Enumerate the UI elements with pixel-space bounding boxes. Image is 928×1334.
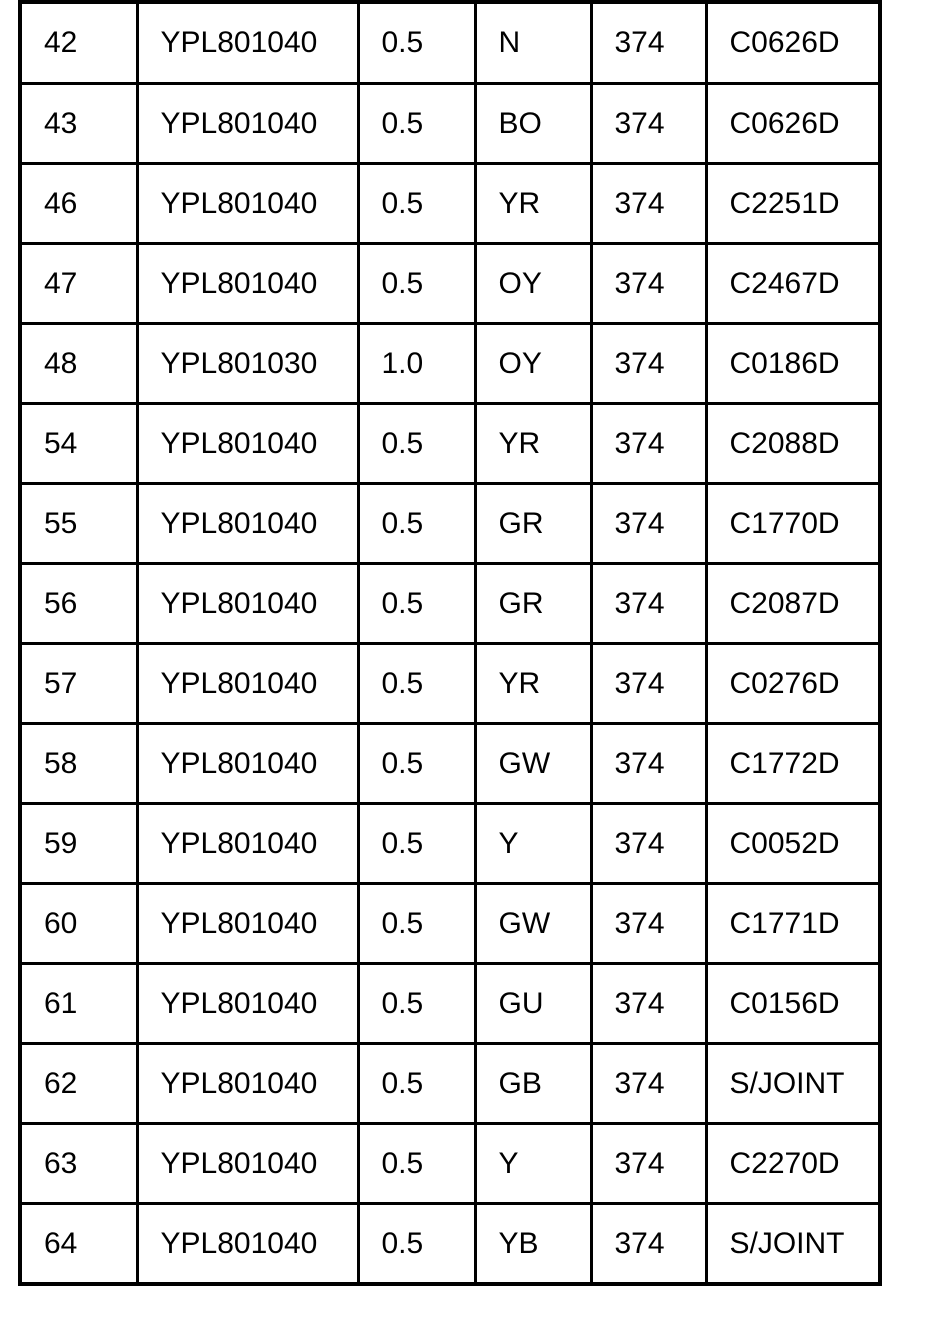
table-row xyxy=(20,164,880,244)
color-cell: OY xyxy=(475,244,591,324)
terminal-cell: 374 xyxy=(591,884,706,964)
terminal-cell: 374 xyxy=(591,484,706,564)
table-row xyxy=(20,884,880,964)
row-number-cell: 61 xyxy=(20,964,137,1044)
size-cell: 1.0 xyxy=(358,324,475,404)
size-cell: 0.5 xyxy=(358,1124,475,1204)
connector-cell: C1770D xyxy=(706,484,880,564)
size-cell: 0.5 xyxy=(358,804,475,884)
row-number-cell: 42 xyxy=(20,2,137,84)
row-number-cell: 47 xyxy=(20,244,137,324)
size-cell: 0.5 xyxy=(358,484,475,564)
part-number-cell: YPL801040 xyxy=(137,484,358,564)
part-number-cell: YPL801040 xyxy=(137,1044,358,1124)
row-number-cell: 57 xyxy=(20,644,137,724)
row-number-cell: 62 xyxy=(20,1044,137,1124)
table-row xyxy=(20,564,880,644)
connector-cell: C0626D xyxy=(706,84,880,164)
color-cell: N xyxy=(475,2,591,84)
connector-cell: C0276D xyxy=(706,644,880,724)
table-body xyxy=(20,2,880,1284)
part-number-cell: YPL801040 xyxy=(137,404,358,484)
row-number-cell: 54 xyxy=(20,404,137,484)
connector-cell: C0186D xyxy=(706,324,880,404)
part-number-cell: YPL801040 xyxy=(137,884,358,964)
color-cell: YR xyxy=(475,404,591,484)
color-cell: GU xyxy=(475,964,591,1044)
color-cell: GW xyxy=(475,724,591,804)
row-number-cell: 64 xyxy=(20,1204,137,1285)
size-cell: 0.5 xyxy=(358,1044,475,1124)
data-table xyxy=(18,0,882,1286)
color-cell: GR xyxy=(475,484,591,564)
table-row xyxy=(20,804,880,884)
part-number-cell: YPL801040 xyxy=(137,724,358,804)
row-number-cell: 56 xyxy=(20,564,137,644)
color-cell: Y xyxy=(475,804,591,884)
terminal-cell: 374 xyxy=(591,964,706,1044)
part-number-cell: YPL801040 xyxy=(137,804,358,884)
table-row xyxy=(20,244,880,324)
part-number-cell: YPL801040 xyxy=(137,164,358,244)
data-table-container xyxy=(18,0,878,1286)
size-cell: 0.5 xyxy=(358,724,475,804)
terminal-cell: 374 xyxy=(591,1124,706,1204)
terminal-cell: 374 xyxy=(591,244,706,324)
terminal-cell: 374 xyxy=(591,1204,706,1285)
part-number-cell: YPL801040 xyxy=(137,964,358,1044)
connector-cell: C2467D xyxy=(706,244,880,324)
connector-cell: C2087D xyxy=(706,564,880,644)
terminal-cell: 374 xyxy=(591,804,706,884)
table-row xyxy=(20,2,880,84)
color-cell: GB xyxy=(475,1044,591,1124)
size-cell: 0.5 xyxy=(358,884,475,964)
connector-cell: C2270D xyxy=(706,1124,880,1204)
color-cell: Y xyxy=(475,1124,591,1204)
terminal-cell: 374 xyxy=(591,1044,706,1124)
table-row xyxy=(20,324,880,404)
table-row xyxy=(20,484,880,564)
terminal-cell: 374 xyxy=(591,84,706,164)
row-number-cell: 48 xyxy=(20,324,137,404)
part-number-cell: YPL801030 xyxy=(137,324,358,404)
color-cell: YB xyxy=(475,1204,591,1285)
terminal-cell: 374 xyxy=(591,164,706,244)
table-row xyxy=(20,724,880,804)
connector-cell: C2251D xyxy=(706,164,880,244)
part-number-cell: YPL801040 xyxy=(137,2,358,84)
row-number-cell: 58 xyxy=(20,724,137,804)
terminal-cell: 374 xyxy=(591,724,706,804)
terminal-cell: 374 xyxy=(591,324,706,404)
size-cell: 0.5 xyxy=(358,564,475,644)
connector-cell: C0052D xyxy=(706,804,880,884)
terminal-cell: 374 xyxy=(591,2,706,84)
row-number-cell: 59 xyxy=(20,804,137,884)
connector-cell: C0626D xyxy=(706,2,880,84)
size-cell: 0.5 xyxy=(358,164,475,244)
connector-cell: C1771D xyxy=(706,884,880,964)
color-cell: GR xyxy=(475,564,591,644)
part-number-cell: YPL801040 xyxy=(137,1124,358,1204)
table-row xyxy=(20,84,880,164)
color-cell: OY xyxy=(475,324,591,404)
part-number-cell: YPL801040 xyxy=(137,244,358,324)
terminal-cell: 374 xyxy=(591,404,706,484)
row-number-cell: 46 xyxy=(20,164,137,244)
color-cell: BO xyxy=(475,84,591,164)
terminal-cell: 374 xyxy=(591,564,706,644)
row-number-cell: 63 xyxy=(20,1124,137,1204)
size-cell: 0.5 xyxy=(358,404,475,484)
size-cell: 0.5 xyxy=(358,964,475,1044)
row-number-cell: 43 xyxy=(20,84,137,164)
size-cell: 0.5 xyxy=(358,644,475,724)
table-row xyxy=(20,1204,880,1285)
table-row xyxy=(20,1124,880,1204)
part-number-cell: YPL801040 xyxy=(137,84,358,164)
size-cell: 0.5 xyxy=(358,84,475,164)
part-number-cell: YPL801040 xyxy=(137,644,358,724)
color-cell: YR xyxy=(475,644,591,724)
part-number-cell: YPL801040 xyxy=(137,1204,358,1285)
part-number-cell: YPL801040 xyxy=(137,564,358,644)
connector-cell: S/JOINT xyxy=(706,1204,880,1285)
connector-cell: C0156D xyxy=(706,964,880,1044)
row-number-cell: 55 xyxy=(20,484,137,564)
color-cell: YR xyxy=(475,164,591,244)
terminal-cell: 374 xyxy=(591,644,706,724)
connector-cell: C1772D xyxy=(706,724,880,804)
table-row xyxy=(20,1044,880,1124)
row-number-cell: 60 xyxy=(20,884,137,964)
table-row xyxy=(20,644,880,724)
color-cell: GW xyxy=(475,884,591,964)
size-cell: 0.5 xyxy=(358,1204,475,1285)
connector-cell: S/JOINT xyxy=(706,1044,880,1124)
table-row xyxy=(20,964,880,1044)
size-cell: 0.5 xyxy=(358,2,475,84)
connector-cell: C2088D xyxy=(706,404,880,484)
size-cell: 0.5 xyxy=(358,244,475,324)
table-row xyxy=(20,404,880,484)
